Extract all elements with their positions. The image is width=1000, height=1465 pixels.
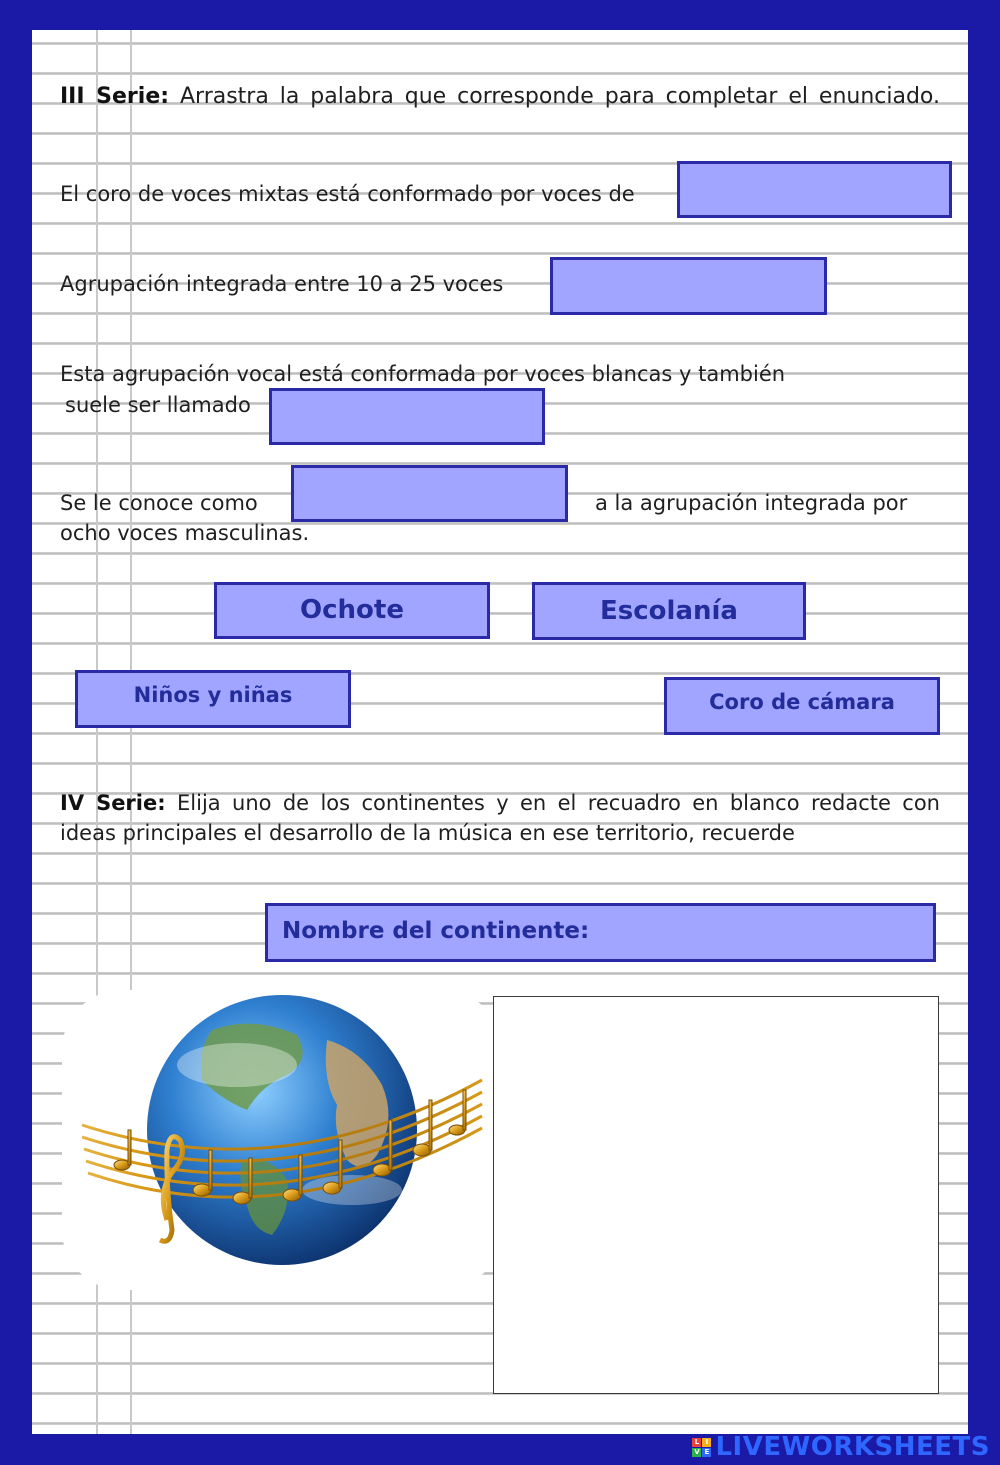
series3-instruction: Arrastra la palabra que corresponde para completar el enunciado. (179, 84, 940, 109)
logo-icon: L I V E (692, 1438, 711, 1457)
question-4-before: Se le conoce como (60, 491, 258, 515)
continent-label: Nombre del continente: (282, 918, 590, 944)
series4-label: IV Serie: (60, 791, 166, 815)
question-3-line2: suele ser llamado (65, 393, 251, 417)
drop-zone-1[interactable] (677, 161, 952, 218)
word-chip-ochote[interactable]: Ochote (214, 582, 490, 639)
word-chip-escolania[interactable]: Escolanía (532, 582, 806, 640)
series3-label: III Serie: (60, 84, 170, 109)
word-chip-ninos-y-ninas[interactable]: Niños y niñas (75, 670, 351, 728)
series4-instruction-line1 (60, 788, 940, 818)
word-chip-coro-de-camara[interactable]: Coro de cámara (664, 677, 940, 735)
continent-name-box[interactable] (265, 903, 936, 962)
globe-with-music-notes-icon (62, 990, 502, 1290)
drop-zone-3[interactable] (269, 388, 545, 445)
question-2: Agrupación integrada entre 10 a 25 voces (60, 272, 504, 296)
question-3-line1: Esta agrupación vocal está conformada por voces blancas y también (60, 362, 786, 386)
globe-image (62, 990, 502, 1290)
drop-zone-4[interactable] (291, 465, 568, 522)
question-4-line2: ocho voces masculinas. (60, 521, 310, 545)
liveworksheets-logo (692, 1433, 990, 1461)
worksheet-paper (32, 30, 968, 1434)
drop-zone-2[interactable] (550, 257, 827, 315)
answer-textbox[interactable] (493, 996, 939, 1394)
series4-instruction-line2: ideas principales el desarrollo de la música en ese territorio, recuerde (60, 821, 795, 845)
series4-instruction: Elija uno de los continentes y en el recuadro en blanco redacte con (177, 791, 940, 815)
brand-text: LIVEWORKSHEETS (715, 1432, 990, 1462)
question-1: El coro de voces mixtas está conformado por voces de (60, 182, 635, 206)
question-4-after: a la agrupación integrada por (595, 491, 908, 515)
series3-instruction-line1 (60, 82, 940, 112)
